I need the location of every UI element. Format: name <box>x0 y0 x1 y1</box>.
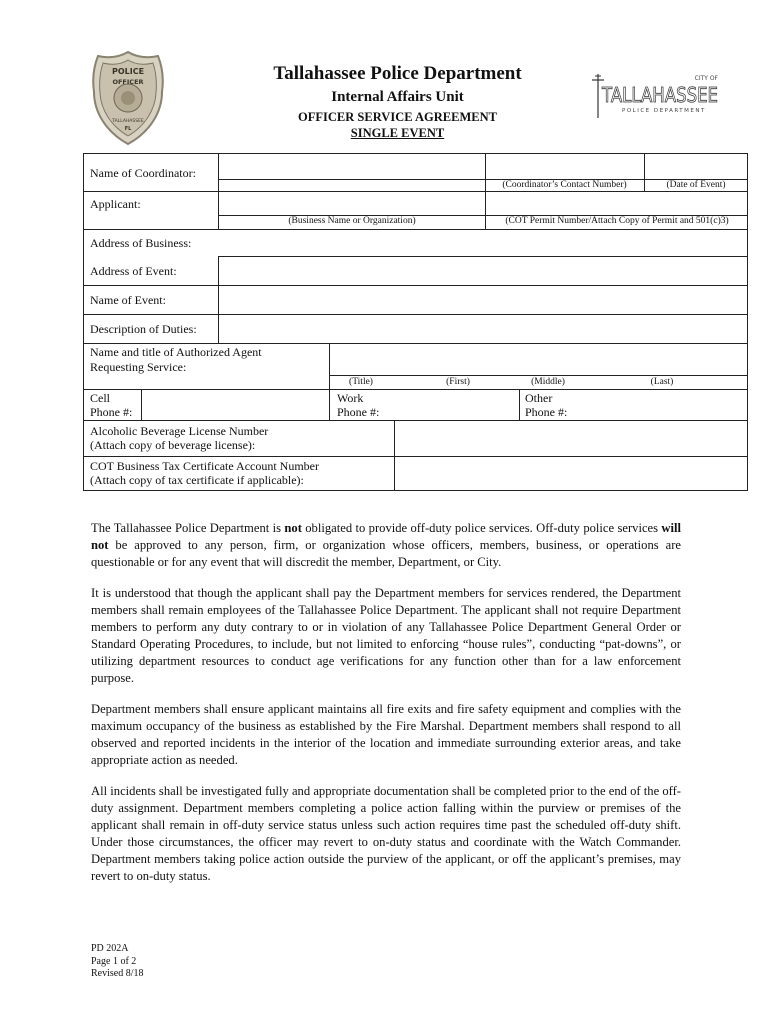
paragraph-obligation: The Tallahassee Police Department is not obligated to provide off-duty police services. Off-duty police services will not be approved to any person, firm, or organization whose officers, members, business, or operations are questionable or for any event that will discredit the member, Department, or City. <box>91 521 681 569</box>
applicant-label: Applicant: <box>90 197 141 211</box>
coordinator-contact-caption: (Coordinator’s Contact Number) <box>502 180 627 190</box>
form-number: PD 202A <box>91 943 129 954</box>
middle-caption: (Middle) <box>531 377 565 387</box>
document-header <box>0 0 770 150</box>
paragraph-employment: It is understood that though the applicant shall pay the Department members for services rendered, the Department members shall remain employees of the Tallahassee Police Department. The applicant shall not require Department members to perform any duty contrary to or in violation of any Tallahassee Police Department General Order or Standard Operating Procedures, to include, but not limited to enforcing “house rules”, conducting “pat-downs”, or utilizing department resources to conduct age verifications for any function other than for a law enforcement purpose. <box>91 586 681 685</box>
agent-name-field[interactable] <box>331 345 746 374</box>
last-caption: (Last) <box>650 377 674 387</box>
emphasis-not: not <box>284 521 302 535</box>
beverage-label-line1: Alcoholic Beverage License Number <box>90 424 269 438</box>
tax-certificate-field[interactable] <box>396 458 746 489</box>
revision-date: Revised 8/18 <box>91 968 144 979</box>
logo-city-of: CITY OF <box>694 75 718 82</box>
logo-sub: POLICE DEPARTMENT <box>622 108 706 114</box>
event-date-field[interactable] <box>646 155 745 178</box>
document-footer <box>91 943 144 981</box>
work-label-line1: Work <box>337 391 364 405</box>
unit-title: Internal Affairs Unit <box>331 89 464 105</box>
duties-field[interactable] <box>220 316 745 342</box>
coordinator-contact-field[interactable] <box>487 155 642 178</box>
tallahassee-logo-icon <box>578 70 728 120</box>
coordinator-label: Name of Coordinator: <box>90 166 196 180</box>
coordinator-name-field[interactable] <box>220 155 483 189</box>
other-label-line2: Phone #: <box>525 405 568 419</box>
cell-label-line1: Cell <box>90 391 110 405</box>
event-date-caption: (Date of Event) <box>666 180 726 190</box>
business-address-label: Address of Business: <box>90 236 192 250</box>
permit-number-field[interactable] <box>487 193 745 214</box>
business-name-caption: (Business Name or Organization) <box>288 216 416 226</box>
title-block <box>230 62 565 141</box>
beverage-label-line2: (Attach copy of beverage license): <box>90 438 256 452</box>
police-badge-icon <box>88 48 168 148</box>
service-agreement-form <box>83 153 748 491</box>
badge-line-state: FL <box>124 126 132 132</box>
title-caption: (Title) <box>349 377 373 387</box>
event-address-field[interactable] <box>220 258 745 284</box>
department-title: Tallahassee Police Department <box>273 63 522 84</box>
other-label-line1: Other <box>525 391 553 405</box>
cell-label-line2: Phone #: <box>90 405 133 419</box>
paragraph-fire-safety: Department members shall ensure applicant maintains all fire exits and fire safety equipment and complies with the maximum occupancy of the business as established by the Fire Marshal. Department members shall respond to all observed and reported incidents in the interior of the location and immediate surrounding exterior areas, and take appropriate action as needed. <box>91 702 681 767</box>
page-number: Page 1 of 2 <box>91 955 137 967</box>
business-address-field[interactable] <box>220 231 745 255</box>
tax-label-line1: COT Business Tax Certificate Account Number <box>90 459 320 473</box>
agent-label-line1: Name and title of Authorized Agent <box>90 345 262 359</box>
agent-label-line2: Requesting Service: <box>90 360 187 374</box>
business-name-field[interactable] <box>220 193 483 214</box>
agreement-title: OFFICER SERVICE AGREEMENT <box>298 110 497 124</box>
badge-line-officer: OFFICER <box>112 78 144 86</box>
badge-line-police: POLICE <box>111 67 145 76</box>
event-name-label: Name of Event: <box>90 293 166 307</box>
other-phone-field[interactable] <box>576 391 746 419</box>
work-phone-field[interactable] <box>388 391 517 419</box>
duties-label: Description of Duties: <box>90 322 197 336</box>
event-type-title: SINGLE EVENT <box>350 126 445 140</box>
beverage-license-field[interactable] <box>396 422 746 455</box>
event-address-label: Address of Event: <box>90 264 177 278</box>
logo-name: TALLAHASSEE <box>601 83 718 107</box>
paragraph-incidents: All incidents shall be investigated fully and appropriate documentation shall be completed prior to the end of the off-duty assignment. Department members completing a police action falling within the purview or premises of the applicant shall remain in off-duty service status unless such action requires time past the scheduled off-duty shift. Under those circumstances, the officer may revert to on-duty status and coordinate with the Watch Commander. Department members taking police action outside the purview of the applicant, or off the applicant’s premises, may revert to on-duty status. <box>91 784 681 883</box>
emphasis-will-not: will not <box>91 521 681 552</box>
work-label-line2: Phone #: <box>337 405 380 419</box>
agreement-body <box>91 520 681 899</box>
event-name-field[interactable] <box>220 287 745 313</box>
permit-caption: (COT Permit Number/Attach Copy of Permit and 501(c)3) <box>505 216 729 226</box>
tax-label-line2: (Attach copy of tax certificate if applicable): <box>90 473 304 487</box>
cell-phone-field[interactable] <box>143 391 327 419</box>
badge-line-city: TALLAHASSEE <box>112 119 144 124</box>
first-caption: (First) <box>446 377 470 387</box>
